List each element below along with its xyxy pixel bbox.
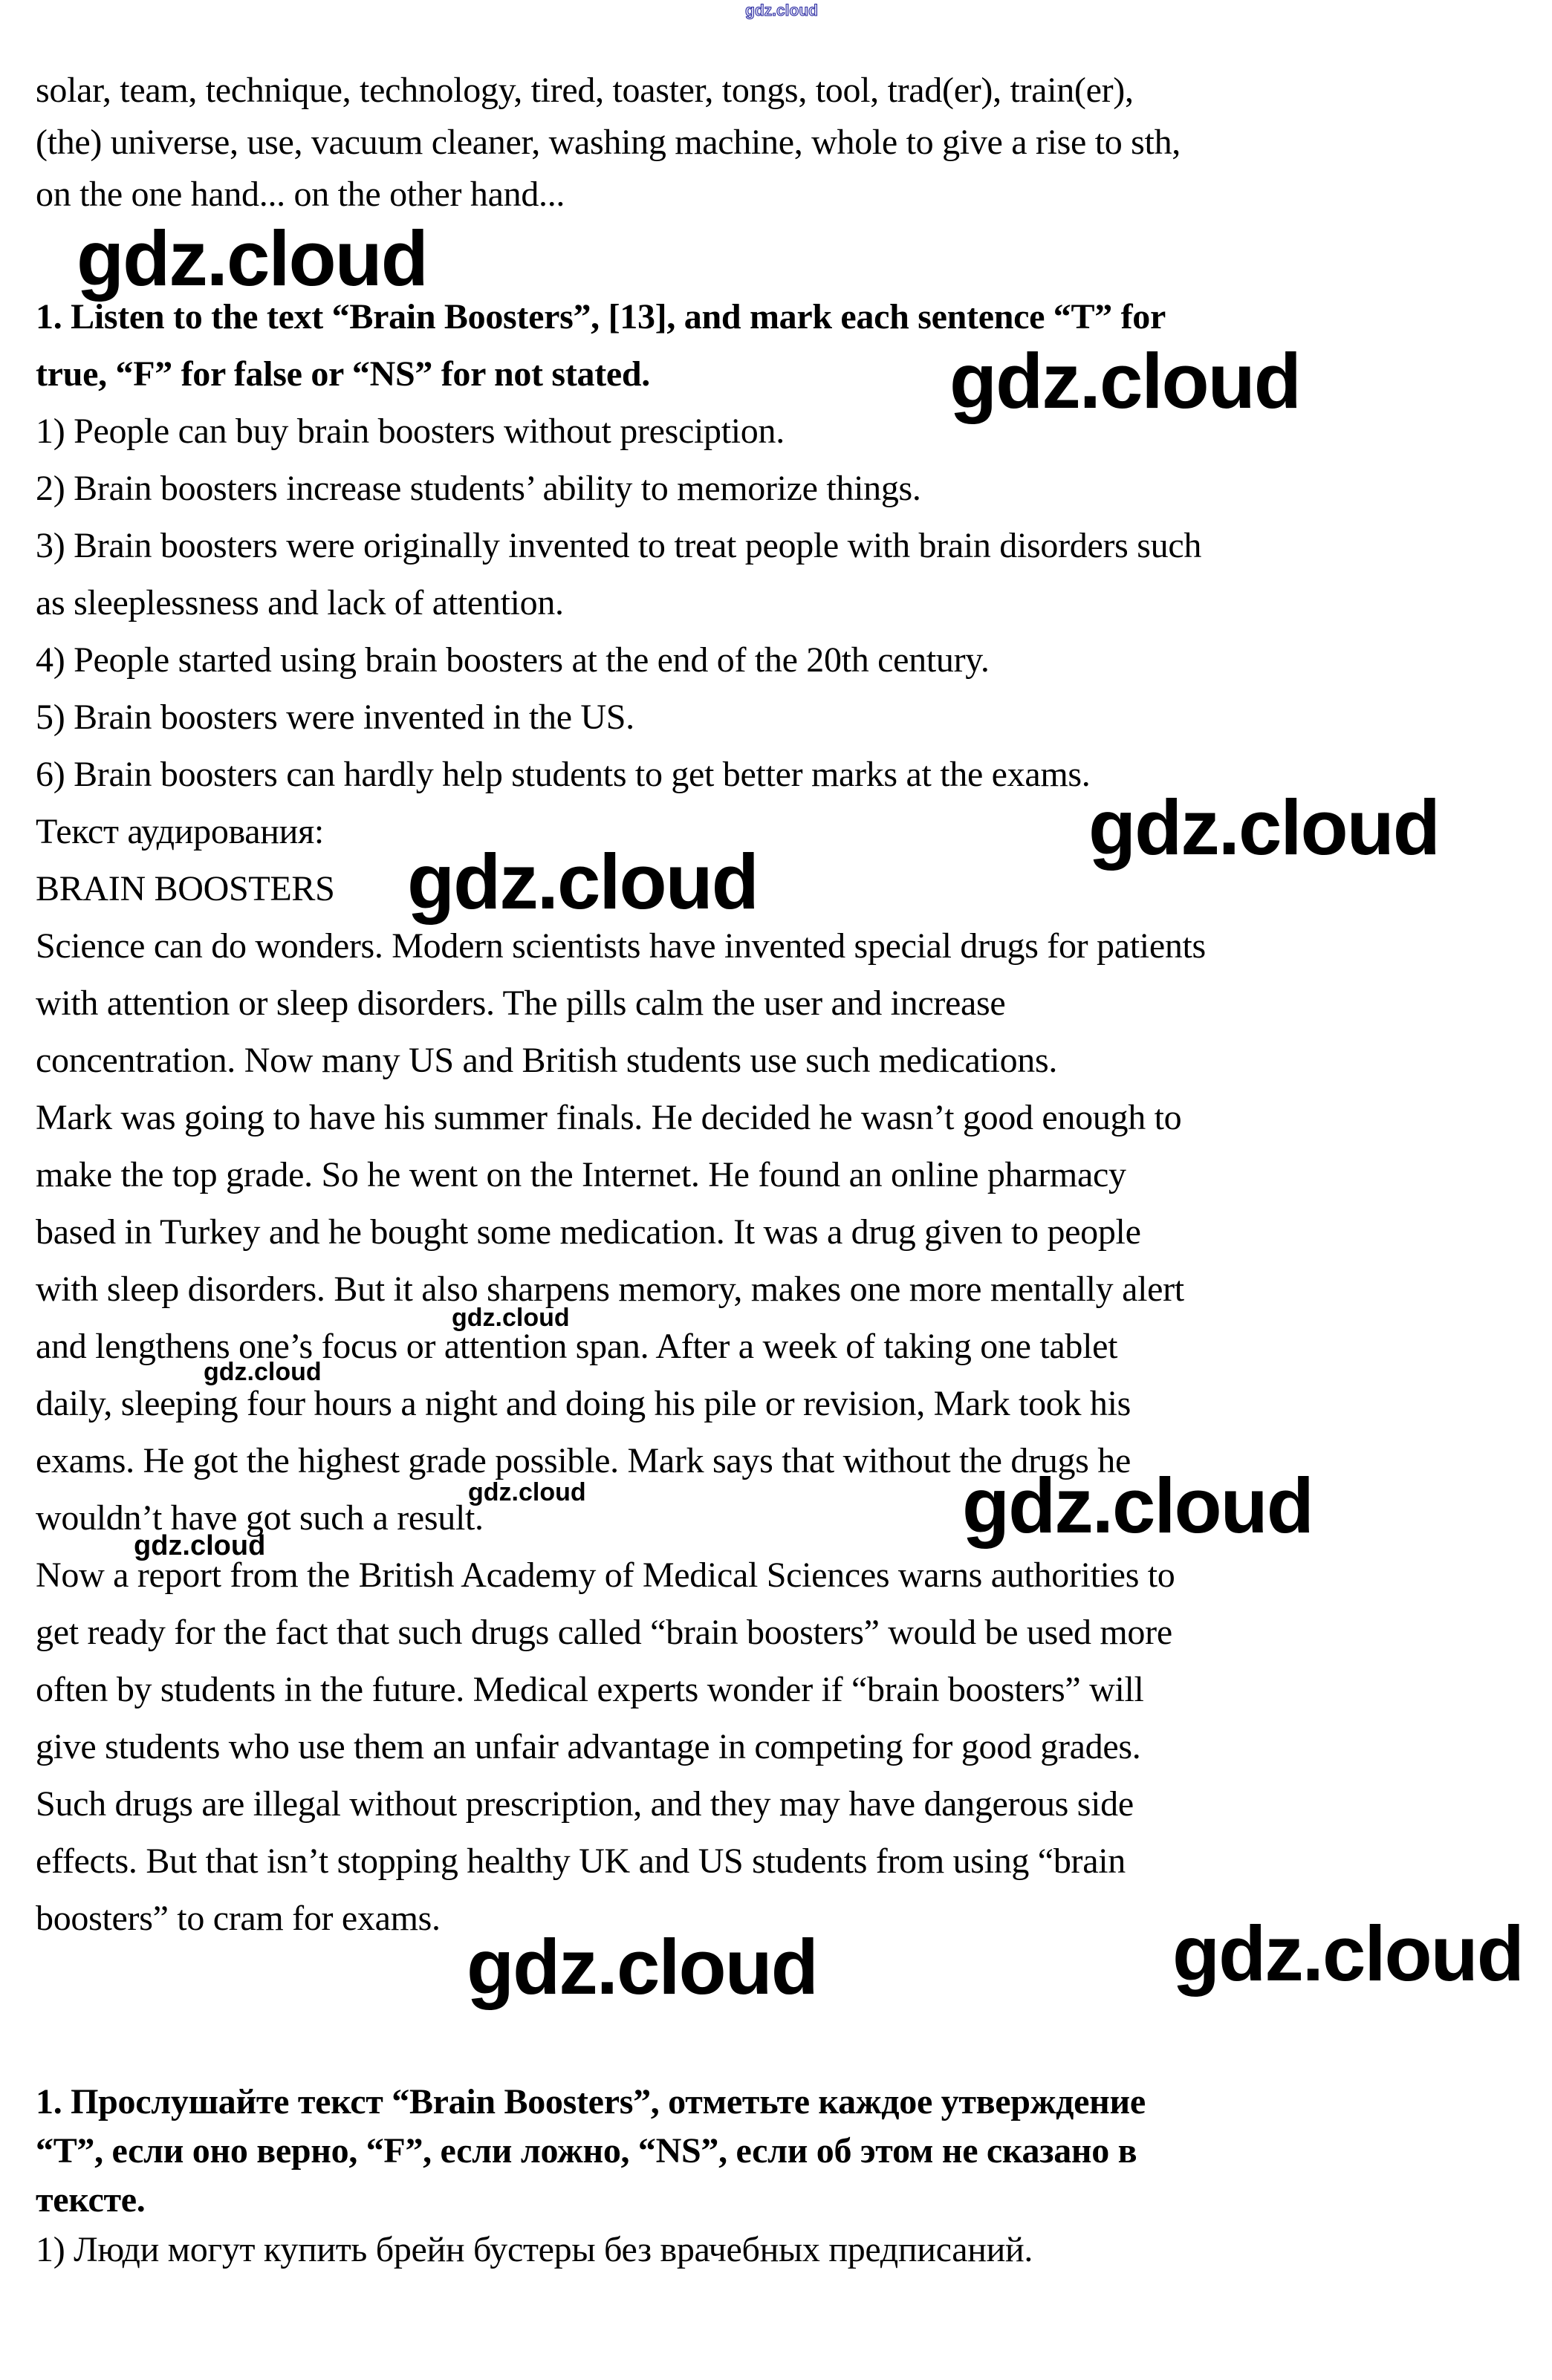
vocab-line: (the) universe, use, vacuum cleaner, washing machine, whole to give a rise to sth, [36, 123, 1181, 162]
audio-text-line: with sleep disorders. But it also sharpens memory, makes one more mentally alert [36, 1269, 1184, 1309]
gdz-cloud-watermark: gdz.cloud [77, 215, 427, 302]
gdz-cloud-watermark: gdz.cloud [452, 1304, 570, 1332]
audio-text-line: effects. But that isn’t stopping healthy UK and US students from using “brain [36, 1841, 1126, 1881]
gdz-cloud-watermark: gdz.cloud [468, 1478, 586, 1506]
audio-script-title: BRAIN BOOSTERS [36, 869, 335, 908]
audio-script [36, 803, 1516, 1947]
statement-line: 3) Brain boosters were originally invented to treat people with brain disorders such [36, 526, 1202, 565]
vocab-line: on the one hand... on the other hand... [36, 175, 565, 214]
audio-text-line: Mark was going to have his summer finals. He decided he wasn’t good enough to [36, 1098, 1182, 1137]
vocab-line: solar, team, technique, technology, tired, toaster, tongs, tool, trad(er), train(er), [36, 71, 1134, 110]
russian-heading-line: 1. Прослушайте текст “Brain Boosters”, отметьте каждое утверждение [36, 2082, 1146, 2121]
statement-line: 1) People can buy brain boosters without presciption. [36, 412, 785, 451]
audio-text-line: with attention or sleep disorders. The pills calm the user and increase [36, 983, 1006, 1023]
gdz-cloud-watermark: gdz.cloud [407, 839, 758, 926]
statement-line: 6) Brain boosters can hardly help students to get better marks at the exams. [36, 755, 1091, 794]
audio-text-line: get ready for the fact that such drugs called “brain boosters” would be used more [36, 1613, 1172, 1652]
russian-heading-line: “Т”, если оно верно, “F”, если ложно, “NS”, если об этом не сказано в [36, 2131, 1137, 2171]
audio-text-line: often by students in the future. Medical experts wonder if “brain boosters” will [36, 1670, 1144, 1709]
spacer [36, 1947, 1516, 2078]
russian-task-heading [36, 2078, 1516, 2225]
audio-text-line: give students who use them an unfair advantage in competing for good grades. [36, 1727, 1141, 1766]
vocabulary-list [36, 65, 1516, 221]
gdz-cloud-watermark: gdz.cloud [204, 1358, 322, 1386]
audio-text-line: Now a report from the British Academy of Medical Sciences warns authorities to [36, 1555, 1175, 1595]
task-statements [36, 403, 1516, 803]
russian-heading-line: тексте. [36, 2180, 146, 2220]
audio-text-line: Such drugs are illegal without prescription, and they may have dangerous side [36, 1784, 1134, 1824]
statement-line: 4) People started using brain boosters at the end of the 20th century. [36, 640, 990, 680]
gdz-cloud-watermark: gdz.cloud [949, 338, 1300, 425]
statement-line: 5) Brain boosters were invented in the US. [36, 698, 634, 737]
task-heading [36, 288, 1516, 403]
audio-text-line: Science can do wonders. Modern scientists have invented special drugs for patients [36, 926, 1206, 966]
audio-text-line: boosters” to cram for exams. [36, 1899, 441, 1938]
audio-text-line: exams. He got the highest grade possible. Mark says that without the drugs he [36, 1441, 1131, 1480]
audio-text-line: based in Turkey and he bought some medication. It was a drug given to people [36, 1212, 1141, 1252]
task-heading-line: 1. Listen to the text “Brain Boosters”, [13], and mark each sentence “T” for [36, 297, 1166, 336]
task-heading-line: true, “F” for false or “NS” for not stated. [36, 354, 650, 394]
audio-text-line: and lengthens one’s focus or attention span. After a week of taking one tablet [36, 1327, 1118, 1366]
statement-line: as sleeplessness and lack of attention. [36, 583, 564, 622]
audio-text-line: concentration. Now many US and British students use such medications. [36, 1041, 1058, 1080]
gdz-cloud-watermark: gdz.cloud [1088, 784, 1439, 871]
gdz-cloud-watermark: gdz.cloud [1172, 1911, 1523, 1997]
audio-text-line: daily, sleeping four hours a night and doing his pile or revision, Mark took his [36, 1384, 1131, 1423]
audio-script-label: Текст аудирования: [36, 812, 324, 851]
audio-text-line: make the top grade. So he went on the Internet. He found an online pharmacy [36, 1155, 1126, 1194]
gdz-cloud-watermark: gdz.cloud [745, 2, 818, 19]
gdz-cloud-watermark: gdz.cloud [134, 1530, 266, 1561]
russian-statement-line: 1) Люди могут купить брейн бустеры без врачебных предписаний. [36, 2230, 1033, 2269]
russian-statement-block [36, 2225, 1516, 2275]
spacer [36, 221, 1516, 288]
statement-line: 2) Brain boosters increase students’ ability to memorize things. [36, 469, 921, 508]
gdz-cloud-watermark: gdz.cloud [467, 1924, 817, 2011]
audio-text-line: wouldn’t have got such a result. [36, 1498, 484, 1538]
gdz-cloud-watermark: gdz.cloud [962, 1463, 1313, 1550]
